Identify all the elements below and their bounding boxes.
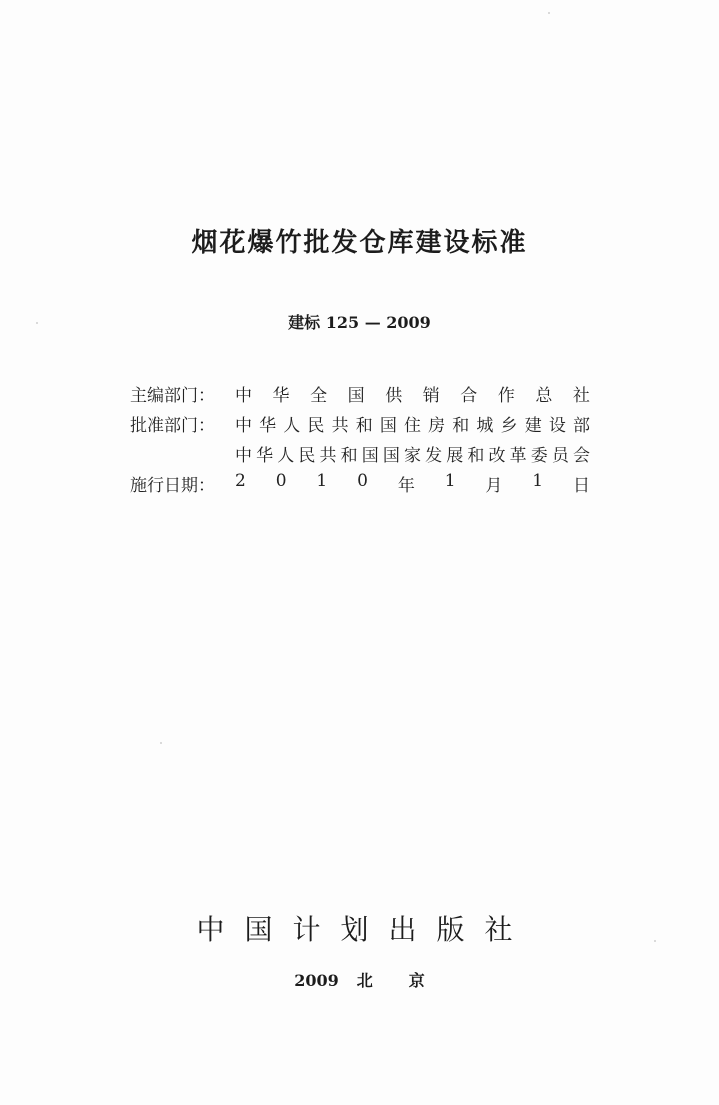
detail-char: 作: [497, 385, 515, 406]
detail-char: 1: [444, 470, 456, 491]
detail-char: 全: [310, 385, 328, 406]
detail-char: 设: [548, 415, 566, 436]
detail-char: 革: [509, 445, 527, 466]
publication-city-char: 京: [408, 971, 425, 990]
detail-value: [235, 411, 590, 436]
scan-speck: [548, 12, 550, 14]
detail-label: 主编部门：: [130, 385, 215, 406]
detail-char: 供: [385, 385, 403, 406]
detail-char: 华: [259, 415, 277, 436]
detail-char: 和: [355, 415, 373, 436]
detail-char: 家: [404, 445, 421, 466]
detail-char: 民: [298, 445, 316, 466]
detail-char: 社: [572, 385, 590, 406]
detail-char: 住: [403, 415, 421, 436]
scan-speck: [654, 940, 656, 942]
detail-char: 和: [340, 445, 358, 466]
detail-char: 共: [319, 445, 337, 466]
publication-city-char: 北: [356, 971, 373, 990]
detail-char: 年: [397, 475, 415, 496]
detail-char: 日: [572, 475, 590, 496]
detail-value: [235, 471, 590, 496]
detail-char: 销: [422, 385, 440, 406]
scan-speck: [160, 742, 162, 744]
detail-char: 城: [476, 415, 494, 436]
detail-char: 建: [524, 415, 542, 436]
detail-value: [235, 441, 590, 466]
detail-char: 展: [446, 445, 464, 466]
detail-char: 会: [573, 445, 590, 466]
scan-speck: [36, 322, 38, 324]
standard-code: 建标 125 — 2009: [288, 313, 431, 332]
detail-char: 2: [235, 470, 246, 491]
detail-row-effective-date: [130, 468, 590, 498]
detail-char: 华: [256, 445, 274, 466]
detail-char: 员: [551, 445, 569, 466]
publication-place: [0, 968, 719, 991]
detail-char: 民: [307, 415, 325, 436]
detail-char: 1: [532, 470, 544, 491]
detail-char: 房: [428, 415, 446, 436]
detail-char: 国: [361, 445, 379, 466]
detail-char: 中: [235, 415, 252, 436]
detail-char: 总: [535, 385, 553, 406]
detail-char: 中: [235, 385, 252, 406]
publication-details: [130, 378, 590, 498]
detail-char: 0: [357, 470, 368, 491]
detail-char: 和: [452, 415, 470, 436]
detail-char: 发: [425, 445, 443, 466]
detail-char: 部: [572, 415, 590, 436]
detail-row-approver: [130, 408, 590, 438]
detail-char: 合: [460, 385, 478, 406]
detail-char: 改: [488, 445, 506, 466]
detail-char: 乡: [500, 415, 518, 436]
detail-label: 批准部门：: [130, 415, 215, 436]
detail-char: 人: [277, 445, 295, 466]
detail-char: 和: [467, 445, 485, 466]
publisher-name: 中国计划出版社: [196, 913, 533, 946]
detail-char: 华: [272, 385, 290, 406]
detail-char: 国: [347, 385, 365, 406]
detail-char: 人: [283, 415, 301, 436]
document-title: 烟花爆竹批发仓库建设标准: [191, 228, 528, 258]
detail-char: 中: [235, 445, 252, 466]
detail-row-approver-2: [130, 438, 590, 468]
detail-char: 月: [485, 475, 503, 496]
detail-char: 1: [316, 470, 328, 491]
detail-row-editor: [130, 378, 590, 408]
detail-char: 国: [382, 445, 400, 466]
detail-char: 国: [379, 415, 397, 436]
detail-value: [235, 381, 590, 406]
publication-year: 2009: [294, 971, 339, 990]
detail-char: 共: [331, 415, 349, 436]
detail-char: 委: [530, 445, 548, 466]
detail-char: 0: [275, 470, 287, 491]
detail-label: 施行日期：: [130, 475, 215, 496]
